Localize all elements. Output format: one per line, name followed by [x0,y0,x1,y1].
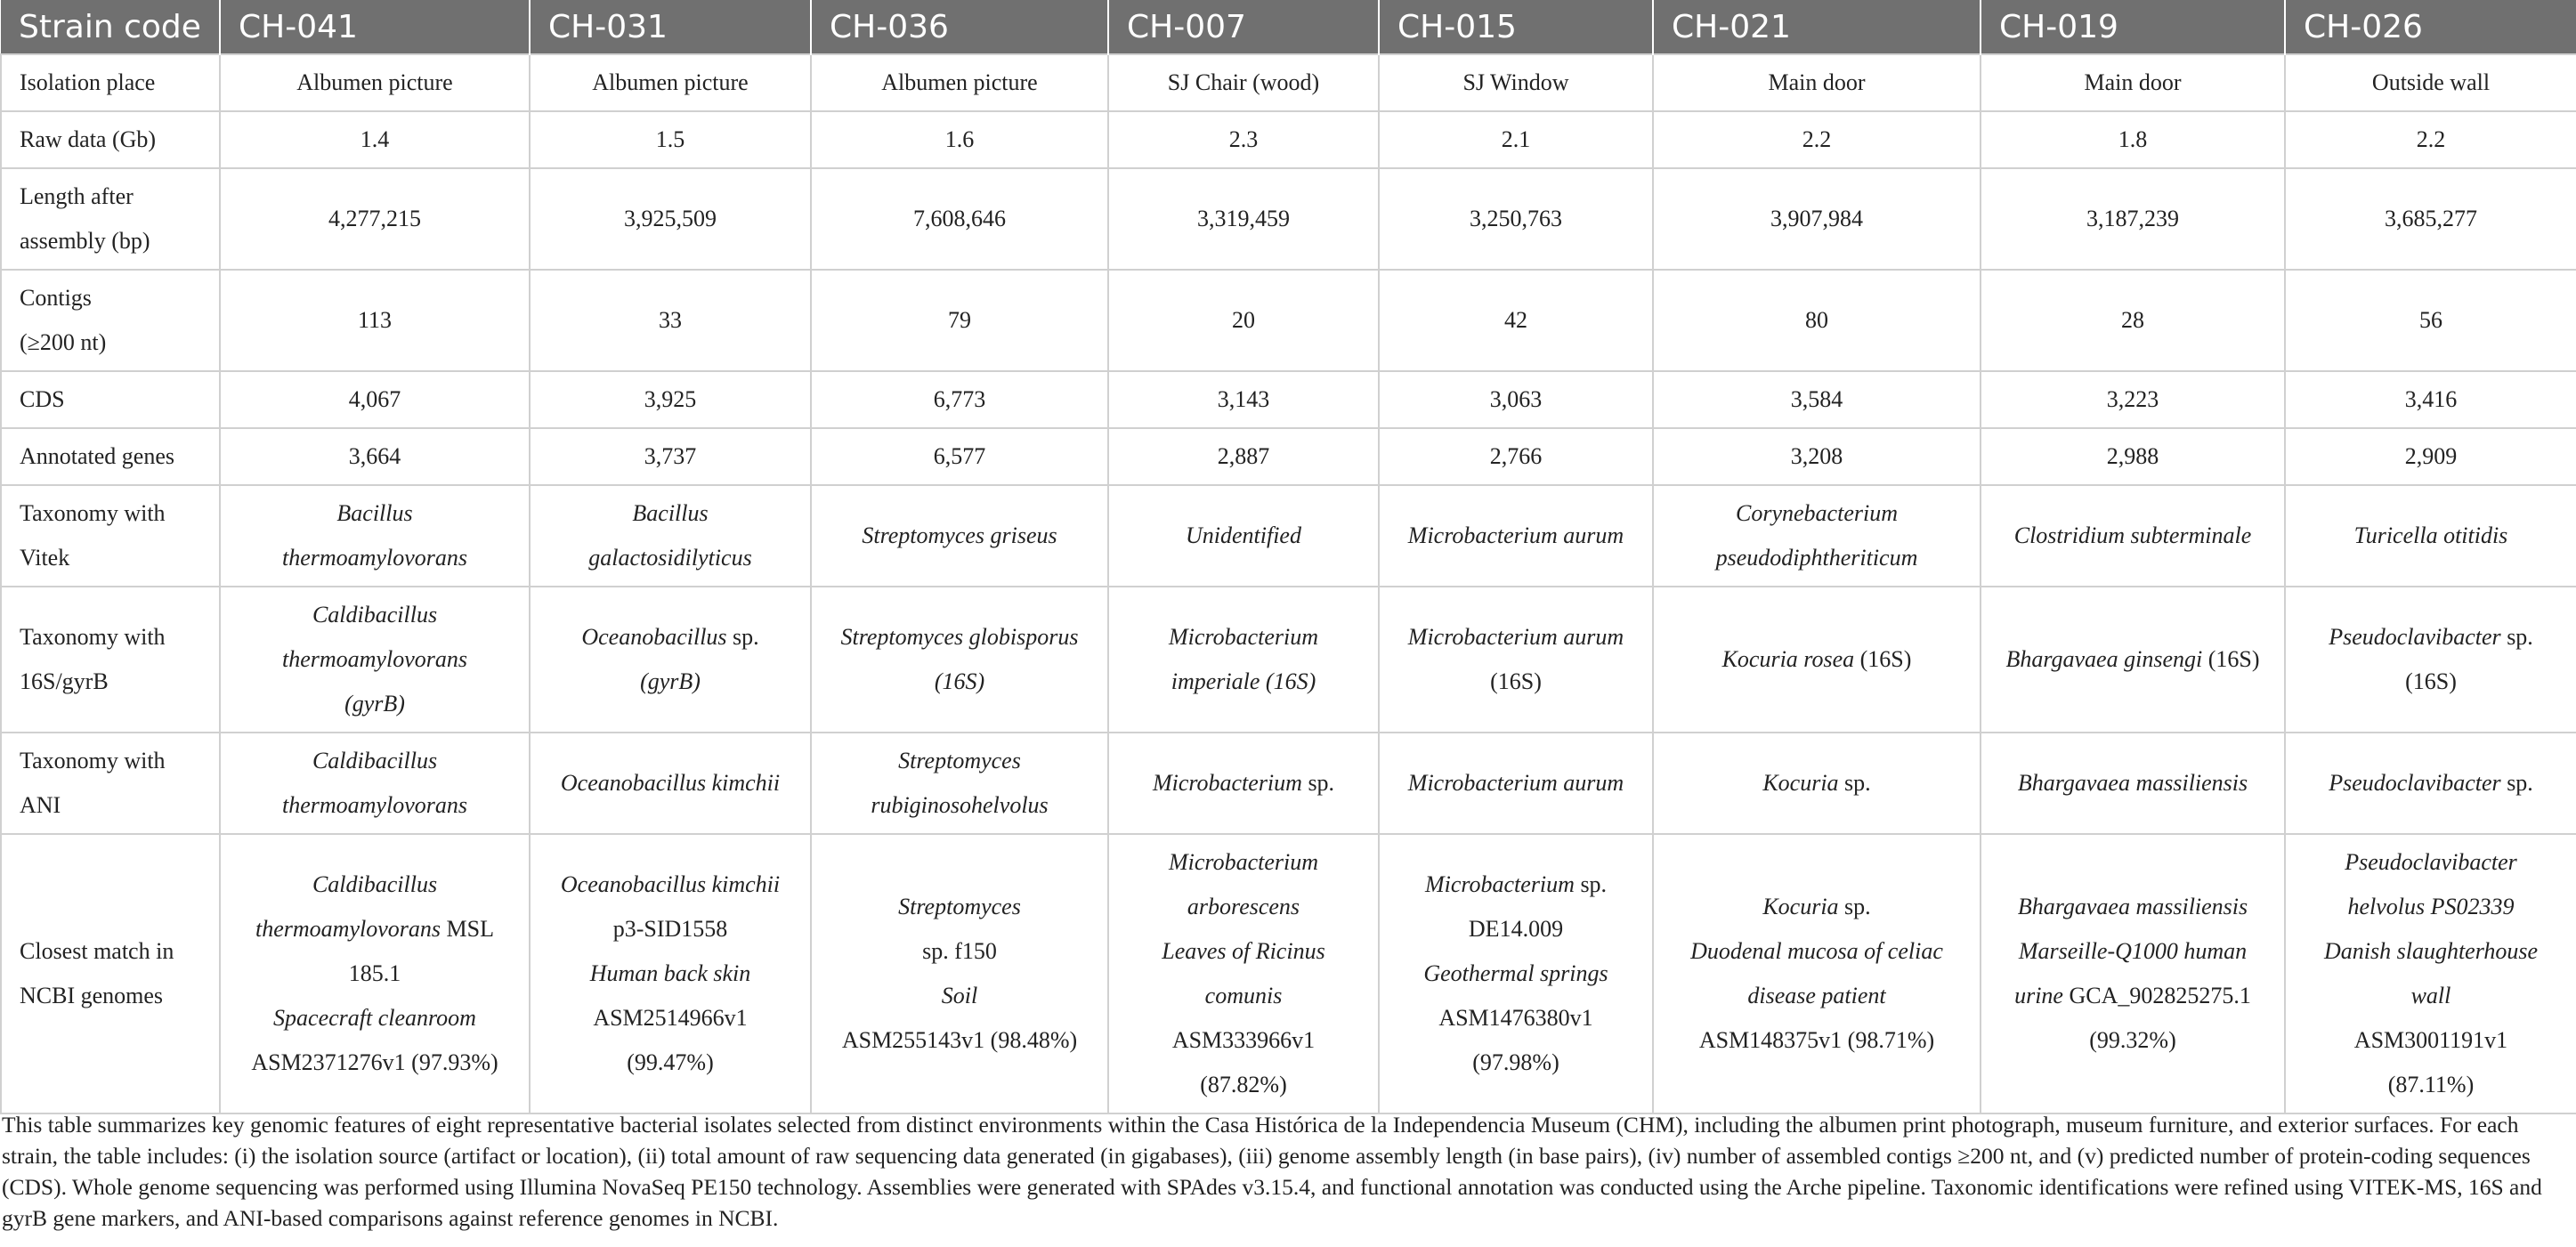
table-cell: Bhargavaea massiliensis [1981,733,2285,834]
table-cell: 42 [1379,270,1653,371]
table-cell: SJ Window [1379,54,1653,111]
table-cell: 3,907,984 [1653,168,1981,270]
cell-line: Streptomyces griseus [862,522,1057,548]
table-cell [220,587,530,733]
table-cell: Albumen picture [811,54,1108,111]
cell-line: Oceanobacillus kimchii [560,871,781,897]
cell-line: Danish slaughterhouse [2323,938,2539,964]
cell-line: p3-SID1558 [612,916,728,942]
row-label: Raw data (Gb) [1,111,220,168]
cell-line: disease patient [1747,983,1886,1008]
row-label-line: (≥200 nt) [20,329,107,355]
table-cell: 79 [811,270,1108,371]
header-cell-strain: CH-015 [1379,0,1653,54]
row-label-line: ANI [20,792,61,818]
row-label-line: NCBI genomes [20,983,164,1008]
header-cell-strain-code: Strain code [1,0,220,54]
table-cell [530,834,811,1113]
table-cell [1653,587,1981,733]
table-cell: 6,577 [811,428,1108,485]
row-label-line: assembly (bp) [20,228,150,254]
row-label-line: Closest match in [20,938,174,964]
cell-italic-text: Microbacterium [1424,871,1575,897]
cell-italic-text: Bhargavaea ginsengi [2005,646,2203,672]
cell-line: Caldibacillus [312,871,438,897]
cell-plain-text: MSL [441,916,494,942]
cell-line: galactosidilyticus [588,545,752,571]
table-cell: 1.5 [530,111,811,168]
table-cell [1981,587,2285,733]
table-cell: 3,925 [530,371,811,428]
cell-plain-text: sp. [1838,894,1871,919]
header-cell-strain: CH-041 [220,0,530,54]
header-cell-strain: CH-036 [811,0,1108,54]
table-cell [530,587,811,733]
table-cell: 7,608,646 [811,168,1108,270]
table-cell [1379,834,1653,1113]
cell-line: rubiginosohelvolus [871,792,1049,818]
table-cell [2285,587,2576,733]
table-cell: 2.3 [1108,111,1379,168]
table-row-taxonomy-16s-gyrb [1,587,2576,733]
cell-plain-text: sp. [1574,871,1608,897]
cell-line: ASM1476380v1 [1438,1005,1593,1031]
table-cell: 113 [220,270,530,371]
cell-italic-text: Pseudoclavibacter [2329,624,2501,650]
cell-line: ASM2514966v1 [593,1005,748,1031]
cell-line [1997,974,2268,1018]
table-cell: 20 [1108,270,1379,371]
cell-line: Geothermal springs [1423,960,1608,986]
table-cell [811,834,1108,1113]
header-cell-strain: CH-021 [1653,0,1981,54]
cell-italic-text: Kocuria rosea [1721,646,1855,672]
table-cell [530,485,811,587]
table-cell [220,834,530,1113]
cell-plain-text: sp. [1301,770,1335,796]
table-cell [2285,485,2576,587]
cell-line: arborescens [1187,894,1300,919]
cell-line: Bacillus [336,500,413,526]
table-cell [1108,587,1379,733]
cell-line: (87.11%) [2387,1072,2475,1097]
cell-line: wall [2410,983,2451,1008]
cell-line: Caldibacillus [312,602,438,628]
table-cell: 4,277,215 [220,168,530,270]
cell-line: (99.32%) [2089,1027,2176,1053]
header-cell-strain: CH-026 [2285,0,2576,54]
table-cell [1653,834,1981,1113]
row-label-line: Taxonomy with [20,748,166,773]
cell-line: (16S) [1490,668,1542,694]
cell-italic-text: Oceanobacillus [581,624,727,650]
table-row-length [1,168,2576,270]
table-cell: 3,208 [1653,428,1981,485]
cell-italic-text: Pseudoclavibacter [2329,770,2501,796]
cell-line: ASM3001191v1 [2353,1027,2508,1053]
table-row-contigs [1,270,2576,371]
cell-line: (16S) [2405,668,2457,694]
cell-line: Caldibacillus [312,748,438,773]
cell-line: (99.47%) [627,1049,714,1075]
cell-italic-text: thermoamylovorans [255,916,441,942]
header-row [1,0,2576,54]
cell-line: imperiale (16S) [1171,668,1316,694]
cell-line: Duodenal mucosa of celiac [1690,938,1943,964]
cell-line: DE14.009 [1468,916,1564,942]
table-cell: 3,737 [530,428,811,485]
cell-line: thermoamylovorans [282,545,467,571]
table-cell: 3,187,239 [1981,168,2285,270]
cell-line: ASM2371276v1 (97.93%) [251,1049,498,1075]
table-cell: Microbacterium aurum [1379,733,1653,834]
table-cell: 3,685,277 [2285,168,2576,270]
header-cell-strain: CH-019 [1981,0,2285,54]
row-label [1,168,220,270]
table-cell: 3,584 [1653,371,1981,428]
cell-line: Human back skin [589,960,751,986]
cell-line: Bhargavaea massiliensis [2017,894,2248,919]
row-label: CDS [1,371,220,428]
table-cell: Outside wall [2285,54,2576,111]
cell-line: ASM333966v1 [1171,1027,1316,1053]
cell-line [1670,637,1964,682]
row-label [1,270,220,371]
row-label-line: Taxonomy with [20,624,166,650]
row-label: Isolation place [1,54,220,111]
table-cell: Albumen picture [530,54,811,111]
cell-plain-text: sp. [2500,624,2533,650]
row-label: Annotated genes [1,428,220,485]
table-row-taxonomy-ani [1,733,2576,834]
cell-line [237,907,513,951]
cell-line: Streptomyces globisporus [840,624,1079,650]
cell-plain-text: (16S) [2202,646,2260,672]
cell-line: (16S) [934,668,985,694]
row-label-line: Contigs [20,285,92,311]
table-cell [1981,485,2285,587]
table-cell: Main door [1653,54,1981,111]
table-cell: Oceanobacillus kimchii [530,733,811,834]
table-cell: 3,143 [1108,371,1379,428]
header-cell-strain: CH-031 [530,0,811,54]
table-row-closest-match [1,834,2576,1113]
table-cell: 28 [1981,270,2285,371]
table-cell: 2.1 [1379,111,1653,168]
row-label [1,733,220,834]
table-cell [1108,485,1379,587]
table-cell: 1.6 [811,111,1108,168]
table-cell [220,733,530,834]
table-cell: 2.2 [2285,111,2576,168]
row-label-line: Length after [20,183,134,209]
table-cell [1981,834,2285,1113]
cell-line: Corynebacterium [1736,500,1898,526]
table-cell: 80 [1653,270,1981,371]
table-cell: 33 [530,270,811,371]
table-cell: Albumen picture [220,54,530,111]
table-row-raw-data [1,111,2576,168]
table-cell [220,485,530,587]
cell-line: sp. f150 [922,938,997,964]
table-row-isolation-place [1,54,2576,111]
table-cell [1653,485,1981,587]
cell-plain-text: sp. [1838,770,1871,796]
cell-line [1396,862,1636,907]
cell-line: Streptomyces [898,748,1021,773]
cell-line: Microbacterium [1169,849,1318,875]
cell-line: (87.82%) [1200,1072,1287,1097]
table-cell: 2,887 [1108,428,1379,485]
table-cell [811,587,1108,733]
table-cell [1108,834,1379,1113]
cell-line: Spacecraft cleanroom [273,1005,476,1031]
cell-line [2302,615,2560,660]
table-cell [1653,733,1981,834]
cell-line: Unidentified [1186,522,1301,548]
table-cell: SJ Chair (wood) [1108,54,1379,111]
cell-line [1670,885,1964,929]
cell-line: Microbacterium aurum [1407,522,1624,548]
row-label-line: 16S/gyrB [20,668,109,694]
cell-line: ASM148375v1 (98.71%) [1698,1027,1935,1053]
table-cell: 2,766 [1379,428,1653,485]
cell-line [547,615,794,660]
cell-plain-text: sp. [726,624,759,650]
table-cell: 3,250,763 [1379,168,1653,270]
row-label [1,587,220,733]
table-cell: 3,063 [1379,371,1653,428]
cell-line: (gyrB) [344,691,405,717]
cell-line: Marseille-Q1000 human [2018,938,2248,964]
cell-italic-text: Microbacterium [1152,770,1302,796]
table-caption: This table summarizes key genomic features of eight representative bacterial isolates selected from distinct environments within the Casa Histórica de la Independencia Museum (CHM), including the albumen print photograph, museum furniture, and exterior surfaces. For each strain, the table includes: (i) the isolation source (artifact or location), (ii) total amount of raw sequencing data generated (in gigabases), (iii) genome assembly length (in base pairs), (iv) number of assembled contigs ≥200 nt, and (v) predicted number of protein-coding sequences (CDS). Whole genome sequencing was performed using Illumina NovaSeq PE150 technology. Assemblies were generated with SPAdes v3.15.4, and functional annotation was conducted using the Arche pipeline. Taxonomic identifications were refined using VITEK-MS, 16S and gyrB gene markers, and ANI-based comparisons against reference genomes in NCBI. [2,1112,2542,1231]
table-cell: 56 [2285,270,2576,371]
table-cell [2285,834,2576,1113]
cell-italic-text: Kocuria [1762,770,1839,796]
cell-italic-text: urine [2014,983,2063,1008]
table-cell: 4,067 [220,371,530,428]
table-cell [1379,485,1653,587]
table-row-taxonomy-vitek [1,485,2576,587]
table-cell: 1.4 [220,111,530,168]
cell-line: ASM255143v1 (98.48%) [841,1027,1078,1053]
cell-line: thermoamylovorans [282,646,467,672]
cell-line: pseudodiphtheriticum [1715,545,1918,571]
cell-line: Microbacterium aurum [1407,624,1624,650]
table-cell: 2.2 [1653,111,1981,168]
cell-line: Bacillus [632,500,709,526]
cell-line: Soil [941,983,978,1008]
cell-line: 185.1 [348,960,401,986]
cell-line: Microbacterium [1169,624,1318,650]
cell-plain-text: sp. [2500,770,2533,796]
table-cell: 3,416 [2285,371,2576,428]
cell-plain-text: (16S) [1854,646,1912,672]
cell-line: comunis [1204,983,1283,1008]
table-cell: 6,773 [811,371,1108,428]
table-cell: 3,319,459 [1108,168,1379,270]
cell-line: Streptomyces [898,894,1021,919]
cell-line: Leaves of Ricinus [1162,938,1325,964]
row-label-line: Taxonomy with [20,500,166,526]
header-cell-strain: CH-007 [1108,0,1379,54]
table-cell: 2,909 [2285,428,2576,485]
cell-italic-text: Kocuria [1762,894,1839,919]
cell-line: (97.98%) [1472,1049,1559,1075]
table-cell: 1.8 [1981,111,2285,168]
table-cell: Main door [1981,54,2285,111]
row-label-line: Vitek [20,545,70,571]
table-cell: 2,988 [1981,428,2285,485]
table-cell [811,733,1108,834]
table-cell: 3,664 [220,428,530,485]
table-cell [811,485,1108,587]
cell-line: Turicella otitidis [2353,522,2508,548]
table-cell: 3,925,509 [530,168,811,270]
cell-line: helvolus PS02339 [2347,894,2515,919]
table-cell [1379,587,1653,733]
table-row-cds [1,371,2576,428]
table-row-annotated-genes [1,428,2576,485]
row-label [1,834,220,1113]
cell-line: Pseudoclavibacter [2345,849,2517,875]
cell-line [1997,637,2268,682]
cell-plain-text: GCA_902825275.1 [2062,983,2251,1008]
cell-line: Clostridium subterminale [2013,522,2252,548]
table-cell: 3,223 [1981,371,2285,428]
table-cell [2285,733,2576,834]
cell-line: (gyrB) [640,668,701,694]
cell-line: thermoamylovorans [282,792,467,818]
table-cell [1108,733,1379,834]
row-label [1,485,220,587]
